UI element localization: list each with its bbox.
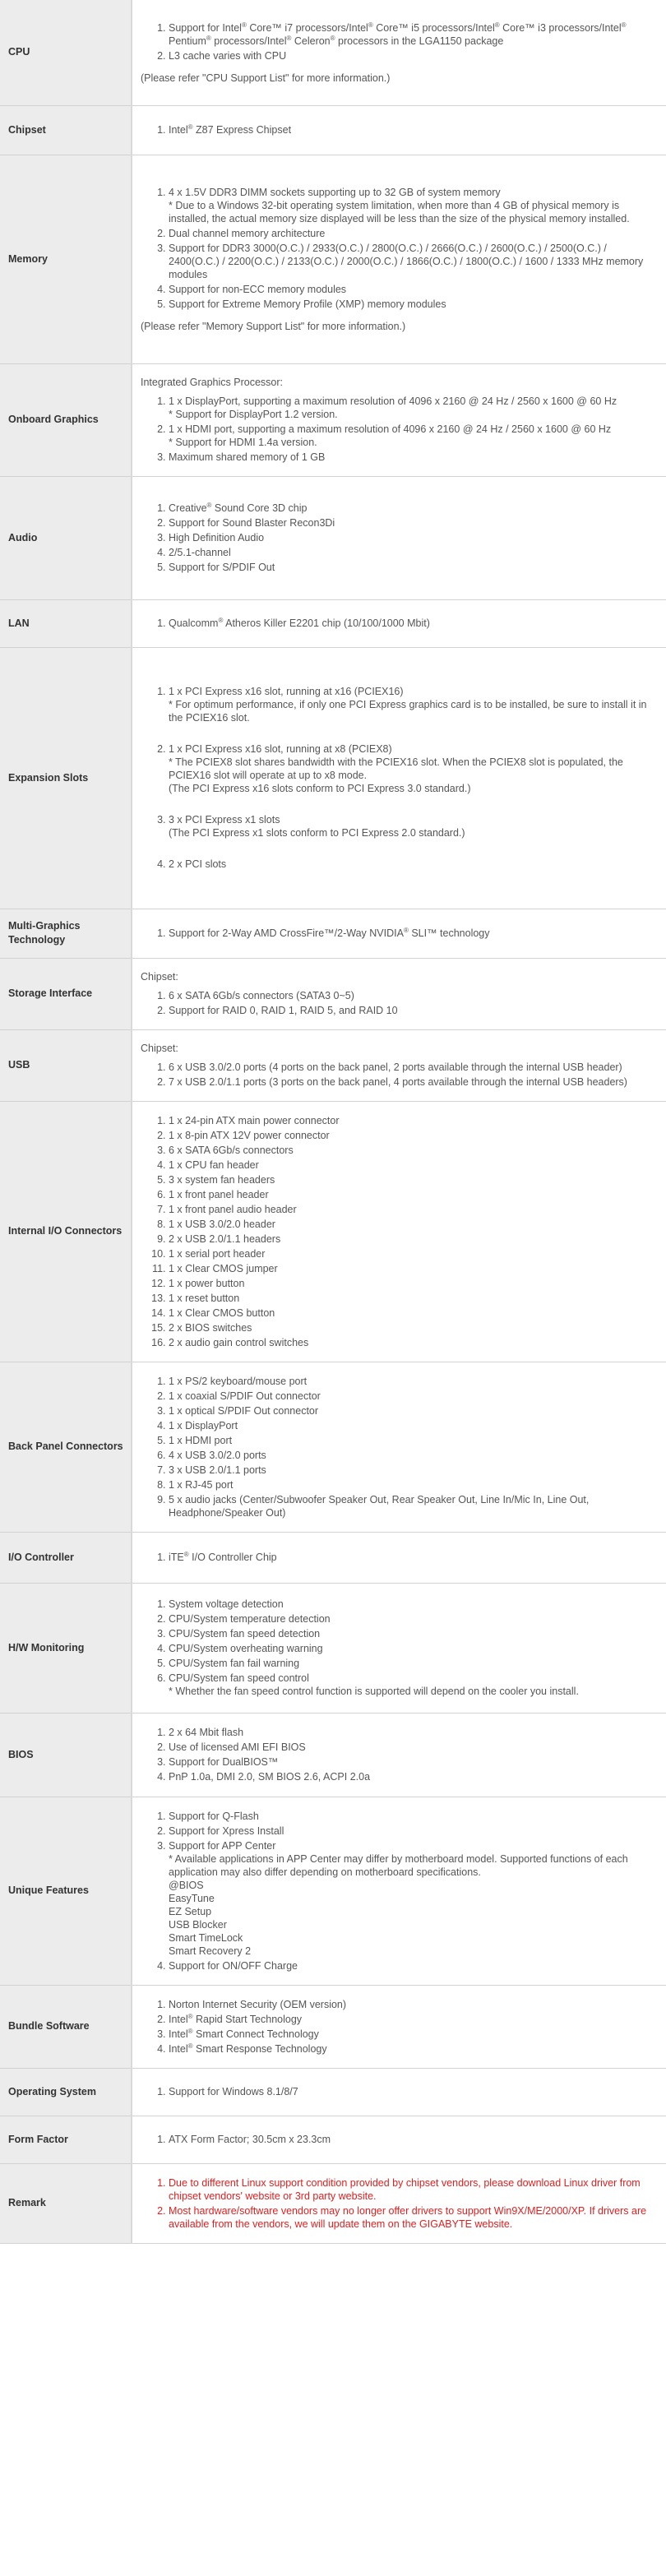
spec-row-form-factor [0, 2116, 666, 2163]
spec-label: Form Factor [0, 2116, 132, 2163]
list-item: 3. CPU/System fan speed detection [169, 1626, 654, 1641]
spec-label: Operating System [0, 2068, 132, 2116]
spec-value [132, 105, 666, 155]
list-item: 1. 1 x PS/2 keyboard/mouse port [169, 1374, 654, 1389]
spec-label: USB [0, 1029, 132, 1101]
list-item: 1. Support for Windows 8.1/8/7 [169, 2084, 654, 2099]
list-item: 15. 2 x BIOS switches [169, 1320, 654, 1335]
spec-label: Expansion Slots [0, 647, 132, 909]
list-item: 1. Support for 2-Way AMD CrossFire™/2-Way NVIDIA® SLI™ technology [169, 926, 654, 941]
spec-row-multi-graphics [0, 909, 666, 958]
list-item-note: * Whether the fan speed control function is supported will depend on the cooler you install. [169, 1686, 579, 1697]
app-name: @BIOS [169, 1879, 204, 1891]
spec-row-back-panel [0, 1362, 666, 1532]
list-item: 1. Due to different Linux support condition provided by chipset vendors, please download Linux driver from chipset vendors' website or 3rd party website. [169, 2176, 654, 2204]
list-item: 4. 1 x CPU fan header [169, 1158, 654, 1172]
list-item: 1. Qualcomm® Atheros Killer E2201 chip (10/100/1000 Mbit) [169, 616, 654, 631]
spec-label: Chipset [0, 105, 132, 155]
list-item [169, 742, 654, 796]
app-name: Smart Recovery 2 [169, 1945, 252, 1957]
list-item: 2. Support for Xpress Install [169, 1824, 654, 1838]
spec-label: LAN [0, 599, 132, 647]
spec-value [132, 0, 666, 105]
spec-row-hw-monitoring [0, 1583, 666, 1713]
list-item: 1. Support for Intel® Core™ i7 processors/Intel® Core™ i5 processors/Intel® Core™ i3 processors/Intel® Pentium® processors/Intel® Celeron® processors in the LGA1150 package [169, 21, 654, 49]
list-item: 10. 1 x serial port header [169, 1246, 654, 1261]
list-item [169, 684, 654, 725]
spec-footnote: (Please refer "Memory Support List" for more information.) [141, 321, 406, 332]
list-item [169, 394, 654, 422]
spec-row-memory [0, 155, 666, 363]
spec-label: Bundle Software [0, 1985, 132, 2068]
list-item: 3. 1 x optical S/PDIF Out connector [169, 1404, 654, 1418]
spec-value [132, 647, 666, 909]
spec-value [132, 1029, 666, 1101]
list-item [169, 422, 654, 450]
spec-row-operating-system [0, 2068, 666, 2116]
app-name: EZ Setup [169, 1905, 212, 1917]
list-item: 1. Norton Internet Security (OEM version) [169, 1997, 654, 2012]
list-item [169, 1671, 654, 1699]
list-item: 3. Intel® Smart Connect Technology [169, 2027, 654, 2042]
spec-intro: Chipset: [141, 970, 178, 983]
list-item: 6. 4 x USB 3.0/2.0 ports [169, 1448, 654, 1463]
spec-row-lan [0, 599, 666, 647]
list-item: 9. 2 x USB 2.0/1.1 headers [169, 1232, 654, 1246]
list-item: 1. iTE® I/O Controller Chip [169, 1550, 654, 1565]
list-item: 5. 3 x system fan headers [169, 1172, 654, 1187]
spec-value [132, 1532, 666, 1583]
list-item: 3. High Definition Audio [169, 530, 654, 545]
spec-label: I/O Controller [0, 1532, 132, 1583]
spec-row-internal-io [0, 1101, 666, 1362]
spec-row-usb [0, 1029, 666, 1101]
list-item: 5. 1 x HDMI port [169, 1433, 654, 1448]
spec-value [132, 958, 666, 1029]
list-item-note: * Support for DisplayPort 1.2 version. [169, 408, 338, 420]
list-item: 1. 1 x 24-pin ATX main power connector [169, 1113, 654, 1128]
app-name: EasyTune [169, 1892, 215, 1904]
list-item: 4. 2/5.1-channel [169, 545, 654, 560]
list-item: 2. 7 x USB 2.0/1.1 ports (3 ports on the back panel, 4 ports available through the internal USB headers) [169, 1075, 654, 1089]
spec-value [132, 476, 666, 599]
list-item-text: 1 x HDMI port, supporting a maximum resolution of 4096 x 2160 @ 24 Hz / 2560 x 1600 @ 60 Hz [169, 423, 612, 435]
spec-value [132, 155, 666, 363]
list-item: 4. Intel® Smart Response Technology [169, 2042, 654, 2056]
spec-row-bundle-software [0, 1985, 666, 2068]
list-item: 2. CPU/System temperature detection [169, 1612, 654, 1626]
spec-value [132, 1101, 666, 1362]
list-item: 2. L3 cache varies with CPU [169, 49, 654, 63]
spec-label: Unique Features [0, 1797, 132, 1985]
list-item-note: * Support for HDMI 1.4a version. [169, 436, 317, 448]
spec-row-remark [0, 2163, 666, 2243]
list-item: 2. Intel® Rapid Start Technology [169, 2012, 654, 2027]
list-item: 4. PnP 1.0a, DMI 2.0, SM BIOS 2.6, ACPI 2.0a [169, 1769, 654, 1784]
list-item: 5. Support for Extreme Memory Profile (XMP) memory modules [169, 297, 654, 312]
list-item-text: 1 x PCI Express x16 slot, running at x8 (PCIEX8) [169, 743, 392, 755]
list-item: 2. 1 x 8-pin ATX 12V power connector [169, 1128, 654, 1143]
spec-label: CPU [0, 0, 132, 105]
list-item: 5. CPU/System fan fail warning [169, 1656, 654, 1671]
list-item: 12. 1 x power button [169, 1276, 654, 1291]
spec-label: Storage Interface [0, 958, 132, 1029]
list-item: 2. Dual channel memory architecture [169, 226, 654, 241]
list-item-note: * For optimum performance, if only one PCI Express graphics card is to be installed, be sure to install it in the PCIEX16 slot. [169, 699, 647, 724]
list-item: 1. Support for Q-Flash [169, 1809, 654, 1824]
list-item: 11. 1 x Clear CMOS jumper [169, 1261, 654, 1276]
list-item: 2. Support for Sound Blaster Recon3Di [169, 516, 654, 530]
list-item: 1. 6 x USB 3.0/2.0 ports (4 ports on the back panel, 2 ports available through the internal USB header) [169, 1060, 654, 1075]
spec-value [132, 1362, 666, 1532]
spec-value [132, 1985, 666, 2068]
list-item: 1. System voltage detection [169, 1597, 654, 1612]
spec-intro: Chipset: [141, 1042, 178, 1054]
list-item: 14. 1 x Clear CMOS button [169, 1306, 654, 1320]
spec-row-chipset [0, 105, 666, 155]
spec-label: Memory [0, 155, 132, 363]
spec-row-cpu [0, 0, 666, 105]
list-item: 4. 2 x PCI slots [169, 857, 654, 872]
spec-row-storage-interface [0, 958, 666, 1029]
list-item [169, 185, 654, 226]
list-item-note: * The PCIEX8 slot shares bandwidth with the PCIEX16 slot. When the PCIEX8 slot is populated, the PCIEX16 slot will operate at up to x8 mode. [169, 756, 623, 781]
list-item: 1. 2 x 64 Mbit flash [169, 1725, 654, 1740]
list-item: 5. Support for S/PDIF Out [169, 560, 654, 575]
list-item-text: CPU/System fan speed control [169, 1672, 309, 1684]
spec-label: Audio [0, 476, 132, 599]
spec-value [132, 363, 666, 476]
spec-value [132, 2068, 666, 2116]
list-item-text: Support for APP Center [169, 1839, 276, 1852]
list-item-text: 4 x 1.5V DDR3 DIMM sockets supporting up to 32 GB of system memory [169, 187, 501, 198]
list-item: 7. 1 x front panel audio header [169, 1202, 654, 1217]
spec-label: Internal I/O Connectors [0, 1101, 132, 1362]
list-item: 3. Support for DDR3 3000(O.C.) / 2933(O.C.) / 2800(O.C.) / 2666(O.C.) / 2600(O.C.) / 2500(O.C.) / 2400(O.C.) / 2200(O.C.) / 2133(O.C.) / 2000(O.C.) / 1866(O.C.) / 1800(O.C.) / 1600 / 1333 MHz memory modules [169, 241, 654, 282]
list-item-text: 1 x PCI Express x16 slot, running at x16 (PCIEX16) [169, 686, 404, 697]
spec-row-onboard-graphics [0, 363, 666, 476]
list-item: 4. Support for ON/OFF Charge [169, 1959, 654, 1973]
list-item [169, 1838, 654, 1959]
list-item: 9. 5 x audio jacks (Center/Subwoofer Speaker Out, Rear Speaker Out, Line In/Mic In, Line Out, Headphone/Speaker Out) [169, 1492, 654, 1520]
spec-row-unique-features [0, 1797, 666, 1985]
list-item: 1. ATX Form Factor; 30.5cm x 23.3cm [169, 2132, 654, 2147]
list-item-note: (The PCI Express x1 slots conform to PCI Express 2.0 standard.) [169, 827, 465, 839]
spec-value [132, 2116, 666, 2163]
list-item [169, 812, 654, 840]
spec-row-audio [0, 476, 666, 599]
list-item: 4. Support for non-ECC memory modules [169, 282, 654, 297]
list-item: 4. CPU/System overheating warning [169, 1641, 654, 1656]
list-item: 7. 3 x USB 2.0/1.1 ports [169, 1463, 654, 1478]
spec-value [132, 599, 666, 647]
spec-row-io-controller [0, 1532, 666, 1583]
spec-value [132, 909, 666, 958]
spec-label: H/W Monitoring [0, 1583, 132, 1713]
list-item: 3. Maximum shared memory of 1 GB [169, 450, 654, 465]
spec-row-bios [0, 1713, 666, 1797]
spec-label: Multi-Graphics Technology [0, 909, 132, 958]
list-item: 2. Use of licensed AMI EFI BIOS [169, 1740, 654, 1755]
list-item-note: * Available applications in APP Center may differ by motherboard model. Supported functions of each application may also differ depending on motherboard specifications. [169, 1852, 628, 1878]
spec-value [132, 1713, 666, 1797]
list-item: 13. 1 x reset button [169, 1291, 654, 1306]
list-item-note: (The PCI Express x16 slots conform to PCI Express 3.0 standard.) [169, 783, 471, 794]
list-item-note: * Due to a Windows 32-bit operating system limitation, when more than 4 GB of physical memory is installed, the actual memory size displayed will be less than the size of the physical memory installed. [169, 200, 630, 224]
list-item: 4. 1 x DisplayPort [169, 1418, 654, 1433]
app-name: Smart TimeLock [169, 1931, 243, 1944]
list-item: 1. Intel® Z87 Express Chipset [169, 123, 654, 137]
list-item: 2. Most hardware/software vendors may no longer offer drivers to support Win9X/ME/2000/XP. If drivers are available from the vendors, we will update them on the GIGABYTE website. [169, 2204, 654, 2231]
spec-value [132, 2163, 666, 2243]
list-item: 2. 1 x coaxial S/PDIF Out connector [169, 1389, 654, 1404]
app-name: USB Blocker [169, 1918, 227, 1931]
list-item: 8. 1 x USB 3.0/2.0 header [169, 1217, 654, 1232]
list-item: 6. 1 x front panel header [169, 1187, 654, 1202]
spec-label: Onboard Graphics [0, 363, 132, 476]
spec-value [132, 1583, 666, 1713]
list-item-text: 1 x DisplayPort, supporting a maximum resolution of 4096 x 2160 @ 24 Hz / 2560 x 1600 @ 60 Hz [169, 395, 617, 407]
spec-footnote: (Please refer "CPU Support List" for more information.) [141, 72, 391, 84]
list-item: 1. Creative® Sound Core 3D chip [169, 501, 654, 516]
spec-label: Remark [0, 2163, 132, 2243]
list-item: 1. 6 x SATA 6Gb/s connectors (SATA3 0~5) [169, 988, 654, 1003]
spec-row-expansion-slots [0, 647, 666, 909]
list-item: 3. Support for DualBIOS™ [169, 1755, 654, 1769]
list-item: 8. 1 x RJ-45 port [169, 1478, 654, 1492]
list-item: 3. 6 x SATA 6Gb/s connectors [169, 1143, 654, 1158]
list-item: 16. 2 x audio gain control switches [169, 1335, 654, 1350]
list-item: 2. Support for RAID 0, RAID 1, RAID 5, and RAID 10 [169, 1003, 654, 1018]
spec-value [132, 1797, 666, 1985]
spec-label: Back Panel Connectors [0, 1362, 132, 1532]
spec-label: BIOS [0, 1713, 132, 1797]
spec-intro: Integrated Graphics Processor: [141, 376, 283, 388]
list-item-text: 3 x PCI Express x1 slots [169, 814, 280, 826]
